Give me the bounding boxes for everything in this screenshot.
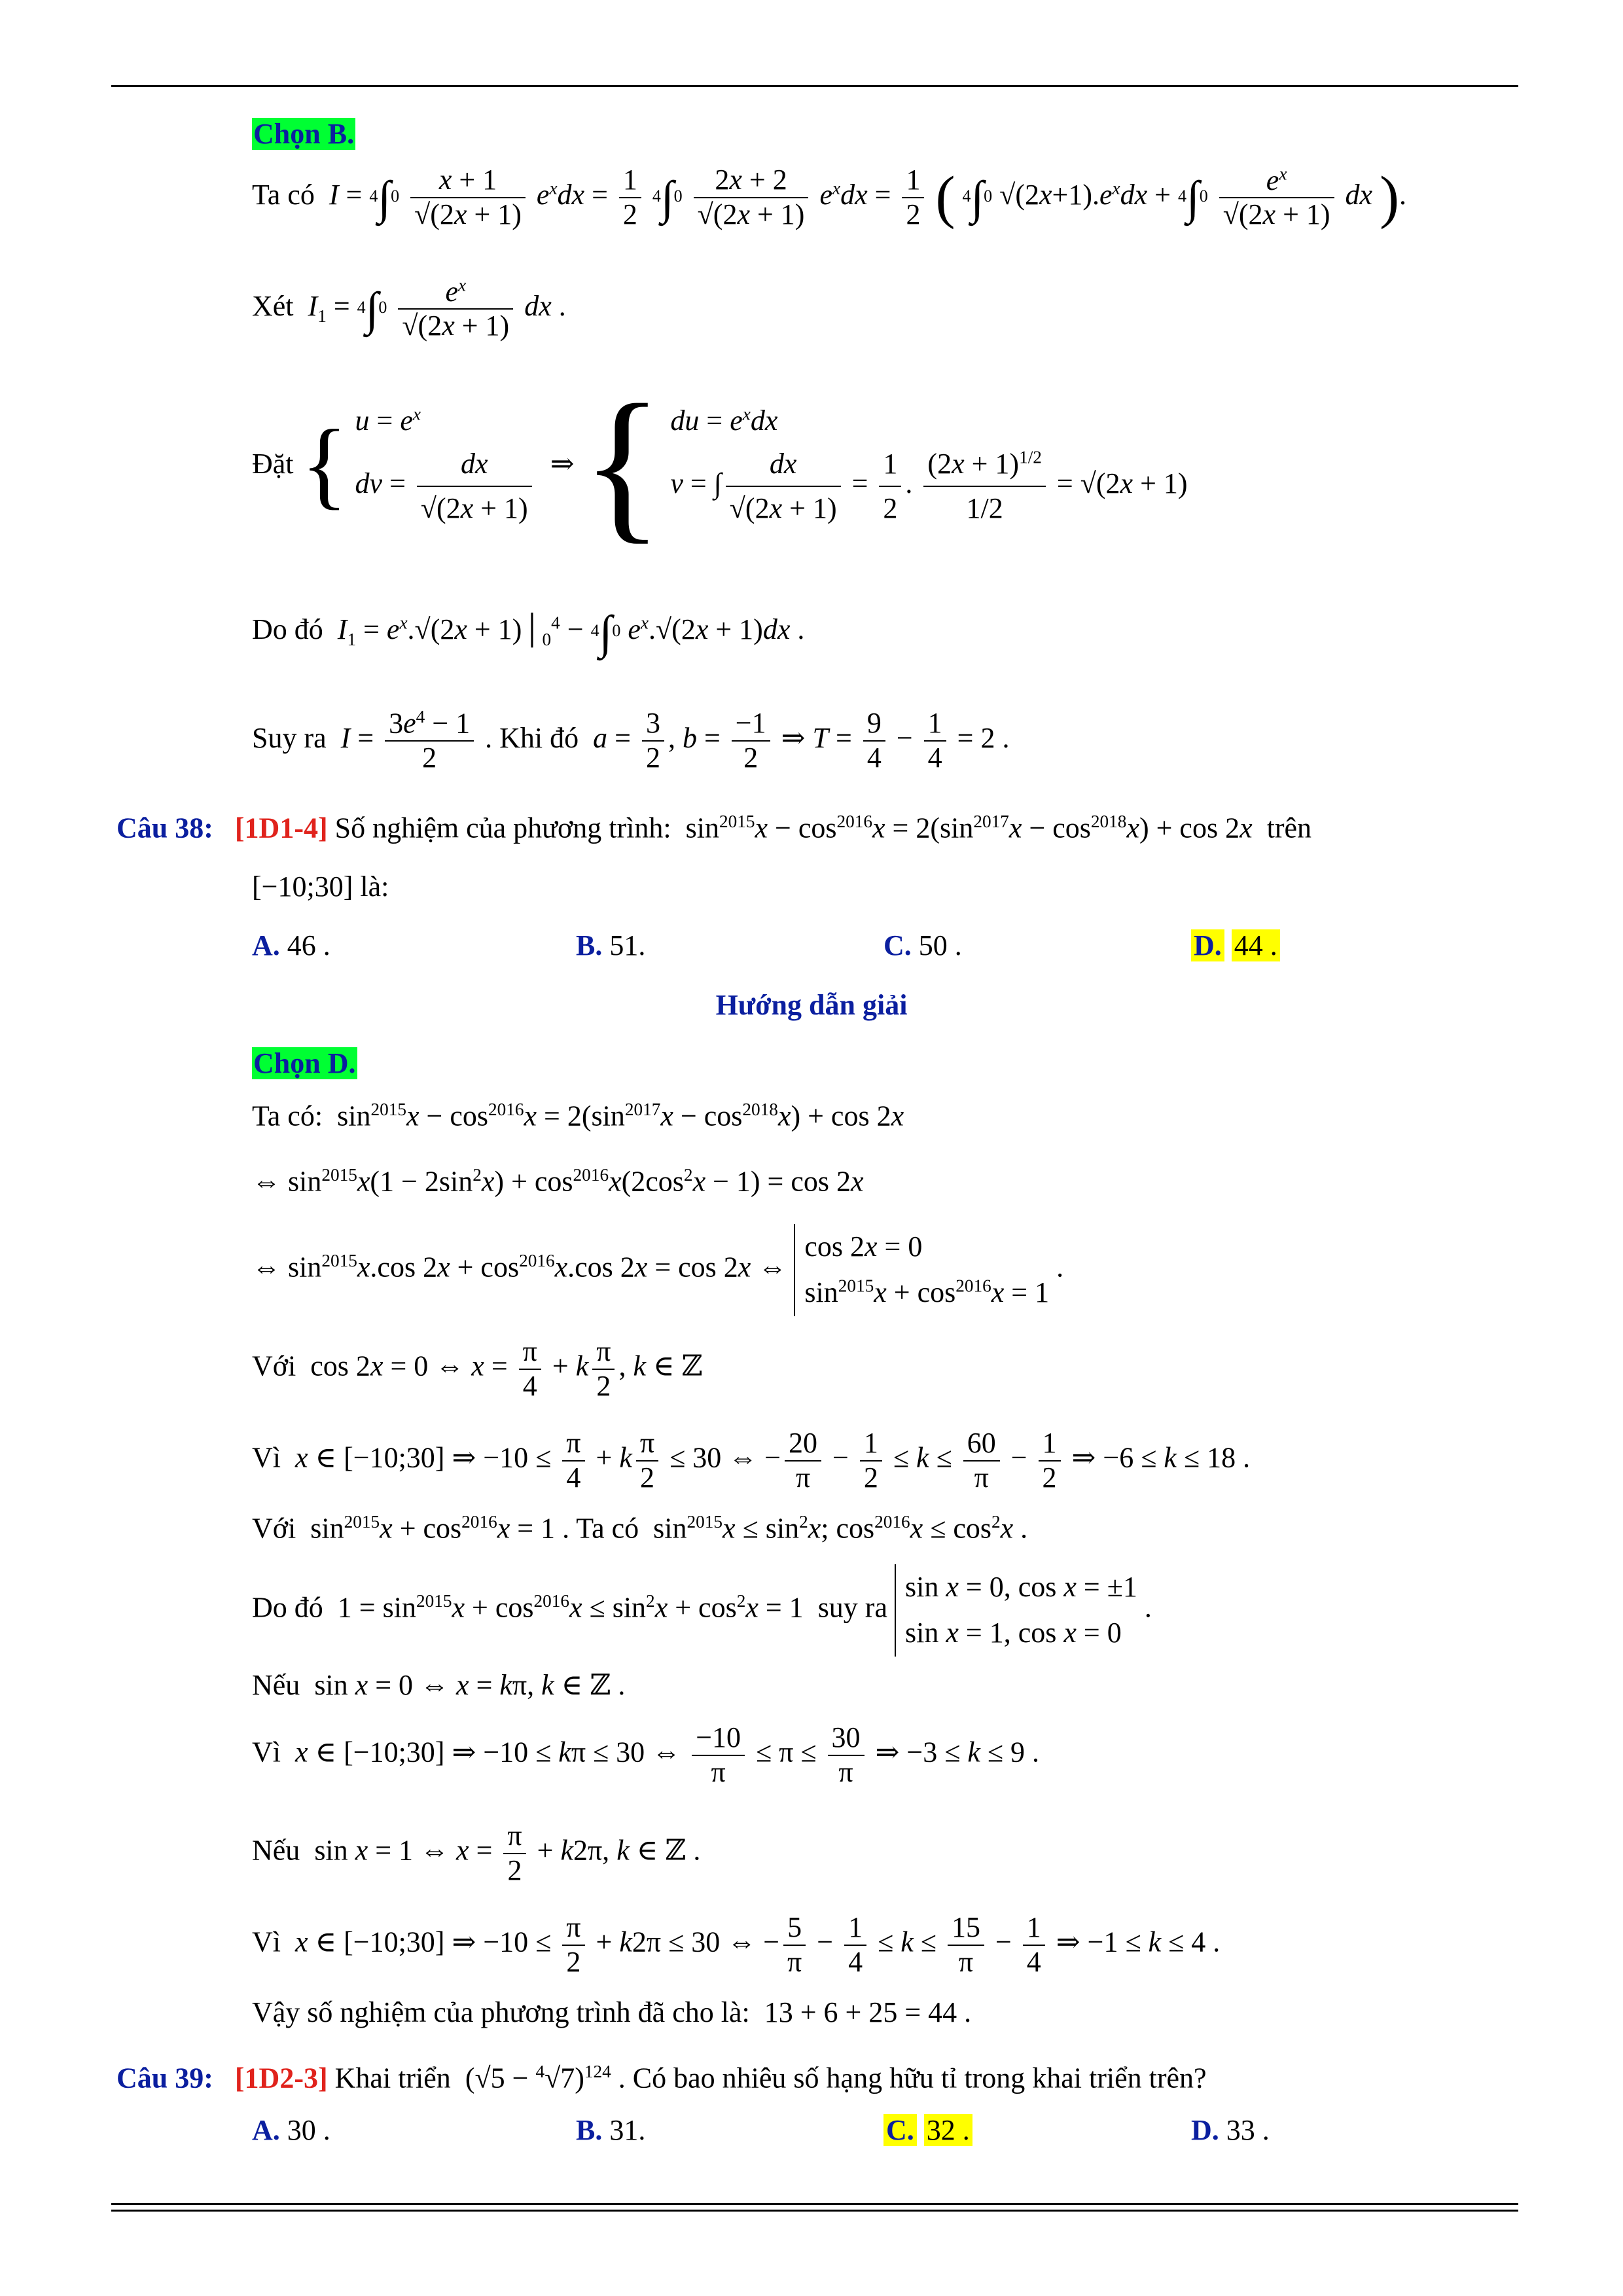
solution38-line-8: Nếu sin x = 0 ⇔ x = kπ, k ∈ ℤ . bbox=[252, 1669, 626, 1701]
q39-option-c[interactable]: C. 32 . bbox=[883, 2114, 972, 2147]
q39-option-d[interactable]: D. 33 . bbox=[1191, 2114, 1270, 2146]
q38-option-b[interactable]: B. 51. bbox=[576, 929, 646, 961]
q38-code: [1D1-4] bbox=[234, 812, 328, 844]
solution38-line-6: Với $\sin^{2015}x + \cos^{2016}x = 1$ . Ta có $\sin^{2015}x \le \sin^2x$; $\cos^{2016}x \le \cos^2x$ . bbox=[252, 1512, 1028, 1545]
solution38-line-4: Với cos 2x = 0 ⇔ x = $\frac{\pi}{4}$ + k $\frac{\pi}{2}$ , k ∈ ℤ bbox=[252, 1335, 703, 1402]
q38-text: Số nghiệm của phương trình: bbox=[334, 812, 671, 844]
q38-option-d[interactable]: D. 44 . bbox=[1191, 929, 1280, 963]
solution38-line-2: ⇔ $\sin^{2015}x(1 - 2\sin^2x) + \cos^{2016}x(2\cos^2x - 1) = \cos 2x$ bbox=[252, 1165, 864, 1198]
header-rule bbox=[111, 85, 1518, 87]
khi-do-label: . Khi đó bbox=[485, 722, 579, 755]
q39-label: Câu 39: bbox=[116, 2062, 213, 2094]
solution38-line-11: Vì x ∈ [−10;30] ⇒ −10 ≤ $\frac{\pi}{2}$ + k2π ≤ 30 ⇔ − $\frac{5}{\pi}$ − $\frac{1}{4}$ ≤ k ≤ $\frac{15}{\pi}$ − $\frac{1}{4}$ ⇒ −1 ≤ k ≤ 4 . bbox=[252, 1911, 1221, 1978]
chosen-b: Chọn B. bbox=[253, 118, 355, 150]
solution38-conclusion: Vậy số nghiệm của phương trình đã cho là: 13 + 6 + 25 = 44 . bbox=[252, 1996, 972, 2028]
solution37-line-4: Suy ra I = $\frac{3e^4 - 1}{2}$ . Khi đó a = $\frac{3}{2}$ , b = $\frac{-1}{2}$ ⇒ T = $\frac{9}{4}$ − $\frac{1}{4}$ = 2 . bbox=[252, 707, 1010, 774]
question-39: Câu 39: [1D2-3] Khai triển $(√5 - ^4√7)^{124}$ . Có bao nhiêu số hạng hữu tỉ trong khai triển trên? bbox=[116, 2062, 1207, 2094]
q39-code: [1D2-3] bbox=[234, 2062, 328, 2094]
guide-heading: Hướng dẫn giải bbox=[715, 989, 908, 1021]
solution38-line-10: Nếu sin x = 1 ⇔ x = $\frac{\pi}{2}$ + k2π, k ∈ ℤ . bbox=[252, 1820, 701, 1886]
xet-label: Xét bbox=[252, 290, 294, 323]
solution37-substitution: Đặt { $u = e^x$ dv = $\frac{dx}{√(2x + 1)}$ ⇒ { du = $e^xdx$ v = ∫ $\frac{dx}{√(2x + 1)}$ = $\frac{1}{2}$ . $\frac{(2x + 1)^{1/2}}{1/2}$ = √(2x + 1) bbox=[252, 370, 1188, 558]
solution38-line-3: ⇔ $\sin^{2015}x.\cos$ $2x + \cos^{2016}x.\cos$ 2x = cos 2x ⇔ cos 2x = 0 $\sin^{2015}x + \cos^{2016}x = 1$ . bbox=[252, 1224, 1063, 1316]
q38-interval: [−10;30] là: bbox=[252, 870, 389, 903]
solution37-line-2: Xét $I_1 = 4\int 0$ $\frac{e^x}{√(2x + 1)}$ dx . bbox=[252, 275, 566, 342]
solution38-line-7: Do đó $1 = \sin^{2015}x + \cos^{2016}x \le \sin^2x + \cos^2x = 1$ suy ra sin x = 0, cos x = ±1 sin x = 1, cos x = 0 . bbox=[252, 1564, 1152, 1657]
solution38-line-9: Vì x ∈ [−10;30] ⇒ −10 ≤ kπ ≤ 30 ⇔ $\frac{-10}{\pi}$ ≤ π ≤ $\frac{30}{\pi}$ ⇒ −3 ≤ k ≤ 9 . bbox=[252, 1721, 1040, 1788]
footer-rule-bottom bbox=[111, 2210, 1518, 2212]
dat-label: Đặt bbox=[252, 448, 294, 480]
solution38-line-1: Ta có: $\sin^{2015}x - \cos^{2016}x = 2(\sin^{2017}x - \cos^{2018}x) + \cos 2x$ bbox=[252, 1100, 904, 1132]
answer-tag-b bbox=[252, 118, 355, 151]
solution37-line-1: Ta có I = 4∫0 $\frac{x + 1}{√(2x + 1)}$ $e^xdx$ = $\frac{1}{2}$ 4∫0 $\frac{2x + 2}{√(2x + 1)}$ $e^xdx$ = $\frac{1}{2}$ ( 4∫0 $√(2x+1).e^xdx + 4\int 0$ $\frac{e^x}{√(2x + 1)}$ dx ). bbox=[252, 164, 1407, 231]
q38-tail: trên bbox=[1266, 812, 1312, 844]
ta-co-label: Ta có bbox=[252, 179, 315, 211]
q38-interval-suffix: là: bbox=[360, 870, 389, 903]
question-38: Câu 38: [1D1-4] Số nghiệm của phương trình: $\sin^{2015}x - \cos^{2016}x = 2(\sin^{2017}x - \cos^{2018}x) + \cos 2x$ trên bbox=[116, 812, 1312, 844]
q38-option-a[interactable]: A. 46 . bbox=[252, 929, 330, 961]
solution38-line-5: Vì x ∈ [−10;30] ⇒ −10 ≤ $\frac{\pi}{4}$ + k $\frac{\pi}{2}$ ≤ 30 ⇔ − $\frac{20}{\pi}$ − $\frac{1}{2}$ ≤ k ≤ $\frac{60}{\pi}$ − $\frac{1}{2}$ ⇒ −6 ≤ k ≤ 18 . bbox=[252, 1427, 1251, 1494]
suy-ra-label: Suy ra bbox=[252, 722, 327, 755]
q38-option-c[interactable]: C. 50 . bbox=[883, 929, 962, 961]
do-do-label: Do đó bbox=[252, 613, 323, 646]
q39-option-b[interactable]: B. 31. bbox=[576, 2114, 646, 2146]
chosen-d: Chọn D. bbox=[253, 1047, 356, 1079]
footer-rule-top bbox=[111, 2203, 1518, 2205]
answer-tag-d bbox=[252, 1047, 357, 1081]
q39-option-a[interactable]: A. 30 . bbox=[252, 2114, 330, 2146]
solution37-line-3: Do đó $I_1 = e^x.√(2x$ + $1)│_0^4 - 4\int 0$ $e^x.√(2x + 1)dx$ . bbox=[252, 606, 805, 658]
q38-label: Câu 38: bbox=[116, 812, 213, 844]
